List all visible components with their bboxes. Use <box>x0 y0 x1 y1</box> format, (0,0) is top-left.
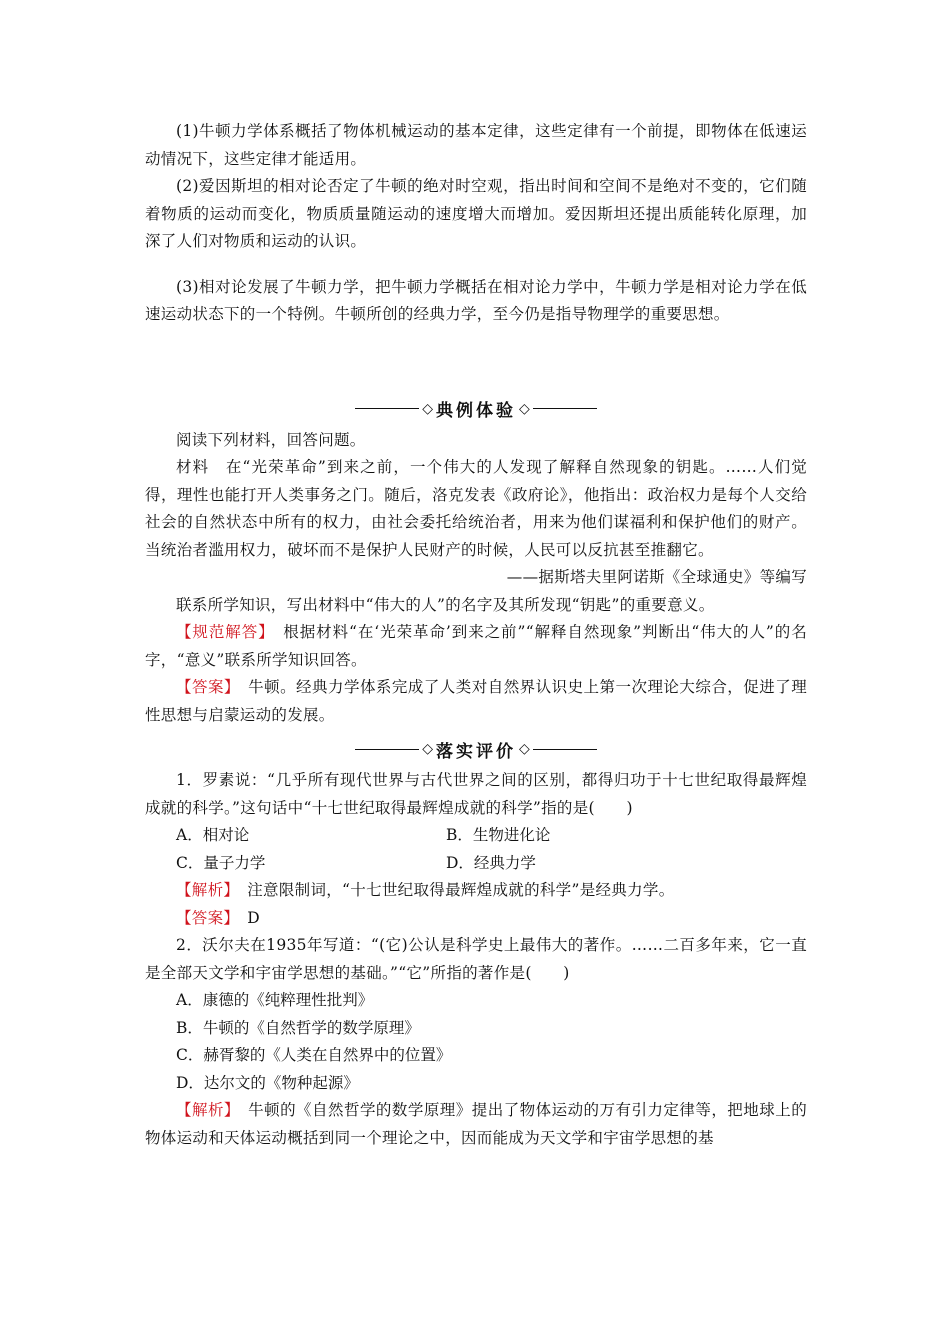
intro-point-2: (2)爱因斯坦的相对论否定了牛顿的绝对时空观，指出时间和空间不是绝对不变的，它们随着物质的运动而变化，物质质量随运动的速度增大而增加。爱因斯坦还提出质能转化原理，加深了人们对物质和运动的认识。 <box>145 177 807 250</box>
q2-analysis-text: 牛顿的《自然哲学的数学原理》提出了物体运动的万有引力定律等，把地球上的物体运动和天体运动概括到同一个理论之中，因而能成为天文学和宇宙学思想的基 <box>145 1101 808 1147</box>
material-text: 材料 在“光荣革命”到来之前，一个伟大的人发现了解释自然现象的钥匙。……人们觉得，理性也能打开人类事务之门。随后，洛克发表《政府论》，他指出：政治权力是每个人交给社会的自然状态中所有的权力，由社会委托给统治者，用来为他们谋福利和保护他们的财产。当统治者滥用权力，破坏而不是保护人民财产的时候，人民可以反抗甚至推翻它。 <box>145 458 807 559</box>
guide-text: 根据材料“在‘光荣革命’到来之前”“解释自然现象”判断出“伟大的人”的名字，“意义”联系所学知识回答。 <box>145 623 807 669</box>
q2-analysis <box>145 1097 807 1152</box>
q1-analysis <box>145 877 807 905</box>
q1-options-row1 <box>145 822 807 850</box>
diamond-icon: ◇ <box>422 741 433 757</box>
intro-point-1: (1)牛顿力学体系概括了物体机械运动的基本定律，这些定律有一个前提，即物体在低速运动情况下，这些定律才能适用。 <box>145 122 807 168</box>
q1-analysis-tag: 【解析】 <box>176 881 232 899</box>
example-answer <box>145 674 807 729</box>
divider-line-left <box>355 408 419 409</box>
answer-text: 牛顿。经典力学体系完成了人类对自然界认识史上第一次理论大综合，促进了理性思想与启蒙运动的发展。 <box>145 678 808 724</box>
section-header-example <box>145 393 807 425</box>
q1-option-d: D．经典力学 <box>446 853 536 872</box>
q2-option-a: A．康德的《纯粹理性批判》 <box>176 991 374 1009</box>
divider-line-right <box>533 749 597 750</box>
intro-point-3: (3)相对论发展了牛顿力学，把牛顿力学概括在相对论力学中，牛顿力学是相对论力学在低速运动状态下的一个特例。牛顿所创的经典力学，至今仍是指导物理学的重要思想。 <box>145 277 807 323</box>
section-header-evaluation <box>145 733 807 765</box>
q1-option-a: A．相对论 <box>176 826 250 844</box>
q2-option-b: B．牛顿的《自然哲学的数学原理》 <box>176 1018 420 1037</box>
q1-option-b: B．生物进化论 <box>446 826 551 844</box>
guide-answer <box>145 619 807 674</box>
q1-analysis-text: 注意限制词，“十七世纪取得最辉煌成就的科学”是经典力学。 <box>231 881 675 899</box>
diamond-icon: ◇ <box>519 400 530 417</box>
q1-stem: 1．罗素说：“几乎所有现代世界与古代世界之间的区别，都得归功于十七世纪取得最辉煌成就的科学。”这句话中“十七世纪取得最辉煌成就的科学”指的是( ) <box>145 771 807 817</box>
guide-tag: 【规范解答】 <box>176 623 267 641</box>
q1-options-row2 <box>145 850 807 878</box>
question-text: 联系所学知识，写出材料中“伟大的人”的名字及其所发现“钥匙”的重要意义。 <box>176 595 715 614</box>
q1-answer-text: D <box>231 908 260 927</box>
instruction: 阅读下列材料，回答问题。 <box>176 430 366 449</box>
q2-option-c: C．赫胥黎的《人类在自然界中的位置》 <box>176 1046 452 1064</box>
document-page <box>145 118 807 1152</box>
diamond-icon: ◇ <box>422 400 433 417</box>
section-title-example: 典例体验 <box>436 401 516 421</box>
section-title-evaluation: 落实评价 <box>436 741 516 762</box>
q1-answer <box>145 905 807 933</box>
divider-line-left <box>355 749 419 750</box>
q1-option-c: C．量子力学 <box>176 853 266 872</box>
divider-line-right <box>533 408 597 409</box>
q2-analysis-tag: 【解析】 <box>176 1101 233 1119</box>
q1-answer-tag: 【答案】 <box>176 908 232 927</box>
answer-tag: 【答案】 <box>176 678 233 696</box>
q2-stem: 2．沃尔夫在1935年写道：“(它)公认是科学史上最伟大的著作。……二百多年来，它一直是全部天文学和宇宙学思想的基础。”“它”所指的著作是( ) <box>145 936 807 982</box>
q2-option-d: D．达尔文的《物种起源》 <box>176 1073 359 1092</box>
diamond-icon: ◇ <box>519 741 530 757</box>
material-source: ——据斯塔夫里阿诺斯《全球通史》等编写 <box>506 568 807 586</box>
